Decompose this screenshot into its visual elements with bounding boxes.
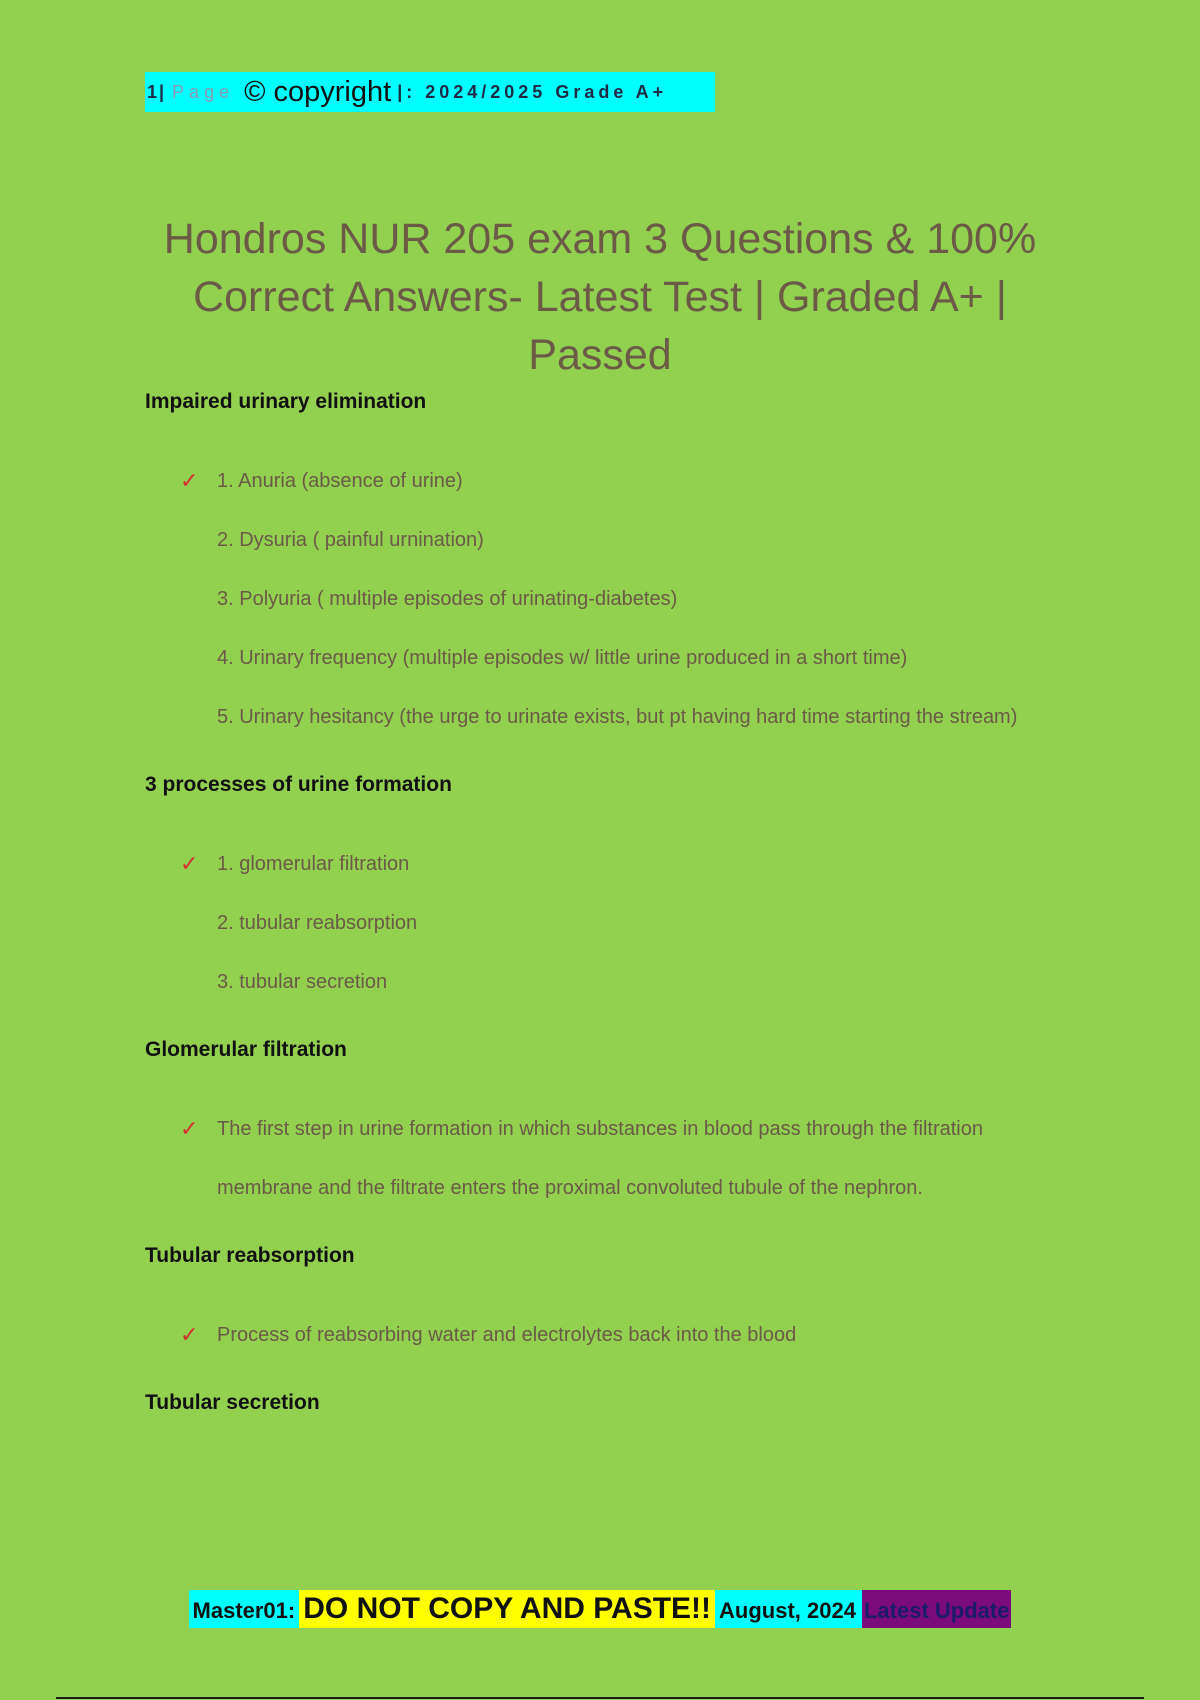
list-item-text: 2. tubular reabsorption [217,912,418,934]
list-item [145,894,1065,953]
checkmark-icon: ✓ [180,852,199,877]
page-label: Page [172,81,235,102]
list-item [145,511,1065,570]
list-item-text: 1. glomerular filtration [217,853,410,875]
list-item [145,570,1065,629]
checkmark-icon: ✓ [180,1117,199,1142]
header-meta: |: 2024/2025 Grade A+ [397,81,668,102]
list-item-text: 2. Dysuria ( painful urnination) [217,529,484,551]
footer-divider [56,1697,1144,1699]
answer-list [145,1306,1065,1365]
footer-update: Latest Update [862,1590,1011,1628]
page-header [145,72,715,112]
list-item [145,629,1065,688]
checkmark-icon: ✓ [180,1323,199,1348]
answer-list [145,835,1065,1012]
section-tubular-secretion [145,1381,1065,1425]
section-heading: Impaired urinary elimination [145,390,427,413]
list-item-text: 4. Urinary frequency (multiple episodes w/ little urine produced in a short time) [217,647,908,669]
page-number: 1| [147,81,167,102]
section-urine-formation [145,763,1065,1012]
section-heading: Tubular reabsorption [145,1244,355,1267]
list-item-text: 3. Polyuria ( multiple episodes of urinating-diabetes) [217,588,678,610]
list-item-text: The first step in urine formation in which substances in blood pass through the filtration membrane and the filtrate enters the proximal convoluted tubule of the nephron. [217,1118,983,1199]
list-item [145,1100,1065,1218]
section-glomerular-filtration [145,1028,1065,1218]
list-item-text: 5. Urinary hesitancy (the urge to urinate exists, but pt having hard time starting the stream) [217,706,1018,728]
list-item [145,835,1065,894]
list-item [145,688,1065,747]
section-tubular-reabsorption [145,1234,1065,1365]
page-footer [0,1590,1200,1628]
section-heading: 3 processes of urine formation [145,773,452,796]
document-body [145,380,1065,1453]
document-title: Hondros NUR 205 exam 3 Questions & 100% Correct Answers- Latest Test | Graded A+ | Passed [163,215,1037,379]
section-heading: Tubular secretion [145,1391,320,1414]
list-item [145,452,1065,511]
answer-list [145,452,1065,747]
list-item-text: 1. Anuria (absence of urine) [217,470,463,492]
copyright-label: © copyright [244,75,392,108]
checkmark-icon: ✓ [180,469,199,494]
list-item-text: 3. tubular secretion [217,971,388,993]
footer-author: Master01: [189,1590,300,1628]
list-item [145,1306,1065,1365]
footer-warning: DO NOT COPY AND PASTE!! [299,1590,715,1628]
list-item [145,953,1065,1012]
footer-date: August, 2024 [715,1590,862,1628]
section-impaired-urinary-elimination [145,380,1065,747]
section-heading: Glomerular filtration [145,1038,347,1061]
list-item-text: Process of reabsorbing water and electrolytes back into the blood [217,1324,797,1346]
answer-list [145,1100,1065,1218]
